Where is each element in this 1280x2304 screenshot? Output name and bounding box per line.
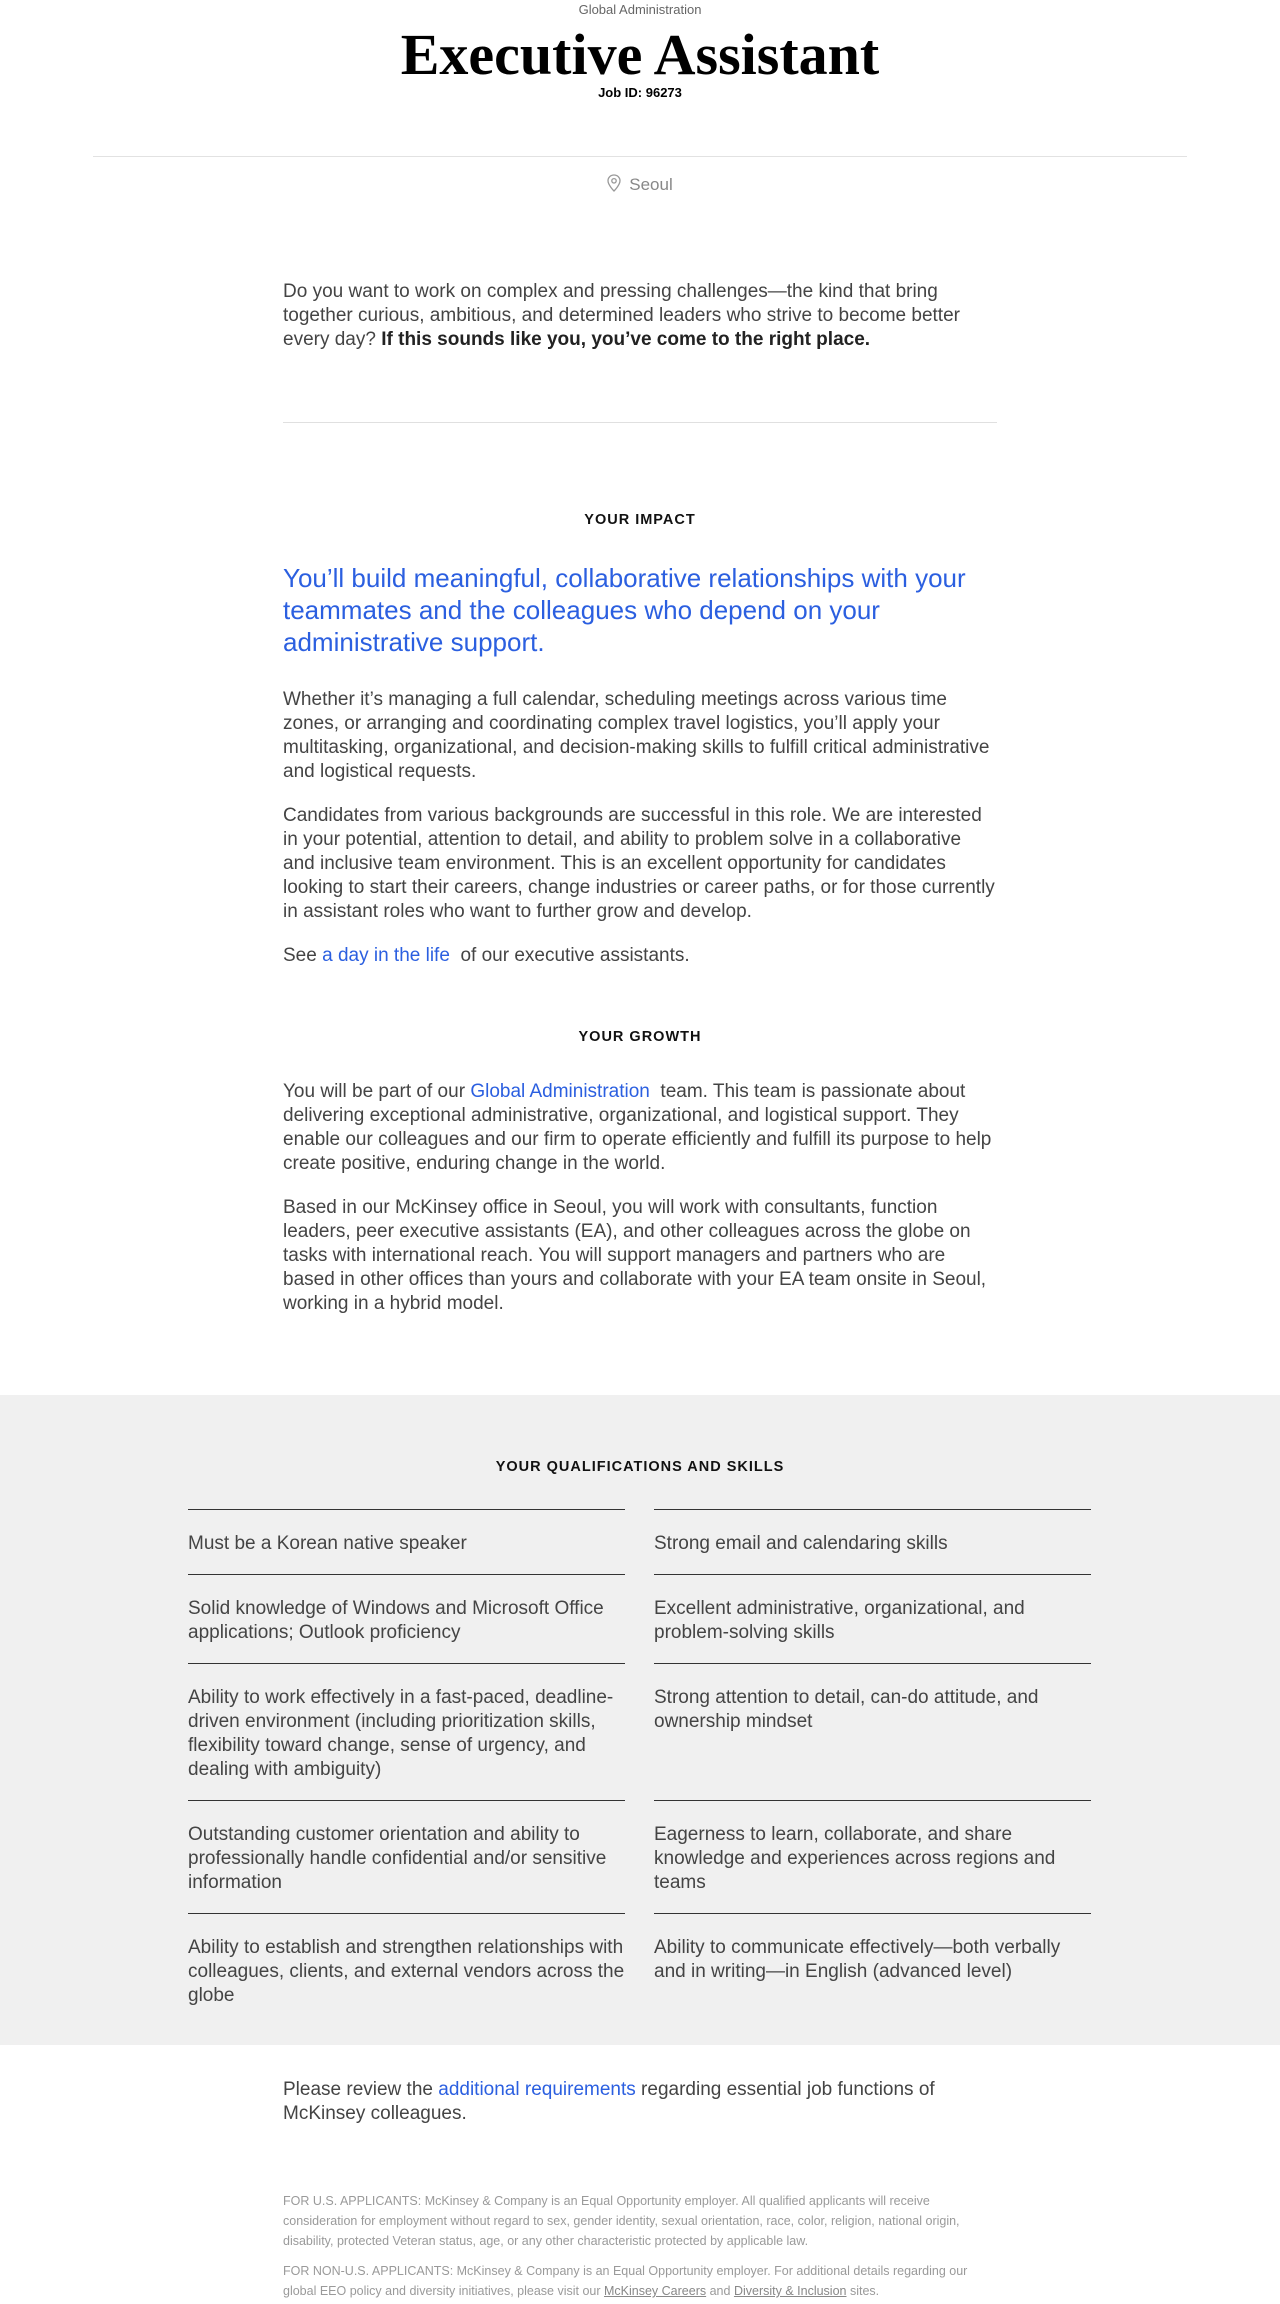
growth-prefix: You will be part of our xyxy=(283,1081,466,1102)
qualifications-right-column xyxy=(654,1509,1091,2002)
diversity-inclusion-link[interactable]: Diversity & Inclusion xyxy=(733,2284,847,2298)
job-location xyxy=(0,174,1280,195)
day-in-life-suffix: of our executive assistants. xyxy=(460,945,690,966)
day-in-life-prefix: See xyxy=(283,945,317,966)
impact-paragraph-3 xyxy=(283,944,998,968)
intro-text: Do you want to work on complex and pressing challenges—the kind that bring together curious, ambitious, and determined leaders who strive to become better every day? xyxy=(283,281,960,350)
header-divider xyxy=(93,156,1187,157)
qualification-item: Eagerness to learn, collaborate, and share knowledge and experiences across regions and teams xyxy=(654,1800,1091,1913)
impact-paragraph-1: Whether it’s managing a full calendar, scheduling meetings across various time zones, or arranging and coordinating complex travel logistics, you’ll apply your multitasking, organizational, and decision-making skills to fulfill critical administrative and logistical requests. xyxy=(283,689,990,782)
qualification-item: Ability to work effectively in a fast-paced, deadline-driven environment (including prioritization skills, flexibility toward change, sense of urgency, and dealing with ambiguity) xyxy=(188,1663,625,1800)
intro-paragraph xyxy=(283,280,998,352)
qualification-item: Ability to establish and strengthen relationships with colleagues, clients, and external vendors across the globe xyxy=(188,1913,625,2026)
impact-lead: You’ll build meaningful, collaborative relationships with your teammates and the colleagues who depend on your administrative support. xyxy=(283,563,966,657)
us-eeo-notice: FOR U.S. APPLICANTS: McKinsey & Company is an Equal Opportunity employer. All qualified applicants will receive consideration for employment without regard to sex, gender identity, sexual orientation, race, color, religion, national origin, disability, protected Veteran status, age, or any other characteristic protected by applicable law. xyxy=(283,2194,960,2248)
non-us-prefix: FOR NON-U.S. APPLICANTS: McKinsey & Company is an Equal Opportunity employer. For additional details regarding our global EEO policy and diversity initiatives, please visit our xyxy=(283,2264,968,2298)
qualification-item: Strong email and calendaring skills xyxy=(654,1509,1091,1574)
job-id: Job ID: 96273 xyxy=(598,85,682,100)
qualifications-heading: YOUR QUALIFICATIONS AND SKILLS xyxy=(495,1459,785,1475)
intro-divider xyxy=(283,422,997,423)
impact-heading: YOUR IMPACT xyxy=(584,512,696,528)
qualification-item: Strong attention to detail, can-do attitude, and ownership mindset xyxy=(654,1663,1091,1800)
non-us-eeo-notice xyxy=(283,2261,998,2301)
growth-suffix: team. This team is passionate about delivering exceptional administrative, organizational, and logistical support. They enable our colleagues and our firm to operate efficiently and fulfill its purpose to help create positive, enduring change in the world. xyxy=(283,1081,992,1174)
review-prefix: Please review the xyxy=(283,2079,433,2100)
impact-paragraph-2: Candidates from various backgrounds are successful in this role. We are interested in your potential, attention to detail, and ability to problem solve in a collaborative and inclusive team environment. This is an excellent opportunity for candidates looking to start their careers, change industries or career paths, or for those currently in assistant roles who want to further grow and develop. xyxy=(283,805,995,922)
review-suffix: regarding essential job functions of McKinsey colleagues. xyxy=(283,2079,935,2124)
intro-bold-text: If this sounds like you, you’ve come to the right place. xyxy=(381,329,871,350)
growth-paragraph-1 xyxy=(283,1080,998,1176)
mckinsey-careers-link[interactable]: McKinsey Careers xyxy=(604,2284,707,2298)
growth-paragraph-2: Based in our McKinsey office in Seoul, you will work with consultants, function leaders, peer executive assistants (EA), and other colleagues across the globe on tasks with international reach. You will support managers and partners who are based in other offices than yours and collaborate with your EA team onsite in Seoul, working in a hybrid model. xyxy=(283,1197,987,1314)
page-title: Executive Assistant xyxy=(400,22,880,87)
qualification-item: Must be a Korean native speaker xyxy=(188,1509,625,1574)
global-administration-link[interactable]: Global Administration xyxy=(470,1081,650,1102)
qualifications-left-column xyxy=(188,1509,625,2026)
map-pin-icon xyxy=(607,174,621,192)
qualification-item: Ability to communicate effectively—both verbally and in writing—in English (advanced level) xyxy=(654,1913,1091,2002)
day-in-life-link[interactable]: a day in the life xyxy=(322,945,450,966)
additional-requirements-paragraph xyxy=(283,2078,998,2126)
additional-requirements-link[interactable]: additional requirements xyxy=(438,2079,636,2100)
location-label: Seoul xyxy=(629,175,673,194)
growth-heading: YOUR GROWTH xyxy=(578,1029,702,1045)
and-text: and xyxy=(709,2284,731,2298)
qualification-item: Solid knowledge of Windows and Microsoft Office applications; Outlook proficiency xyxy=(188,1574,625,1663)
job-category: Global Administration xyxy=(578,2,702,17)
qualification-item: Outstanding customer orientation and ability to professionally handle confidential and/or sensitive information xyxy=(188,1800,625,1913)
qualification-item: Excellent administrative, organizational, and problem-solving skills xyxy=(654,1574,1091,1663)
non-us-suffix: sites. xyxy=(849,2284,880,2298)
